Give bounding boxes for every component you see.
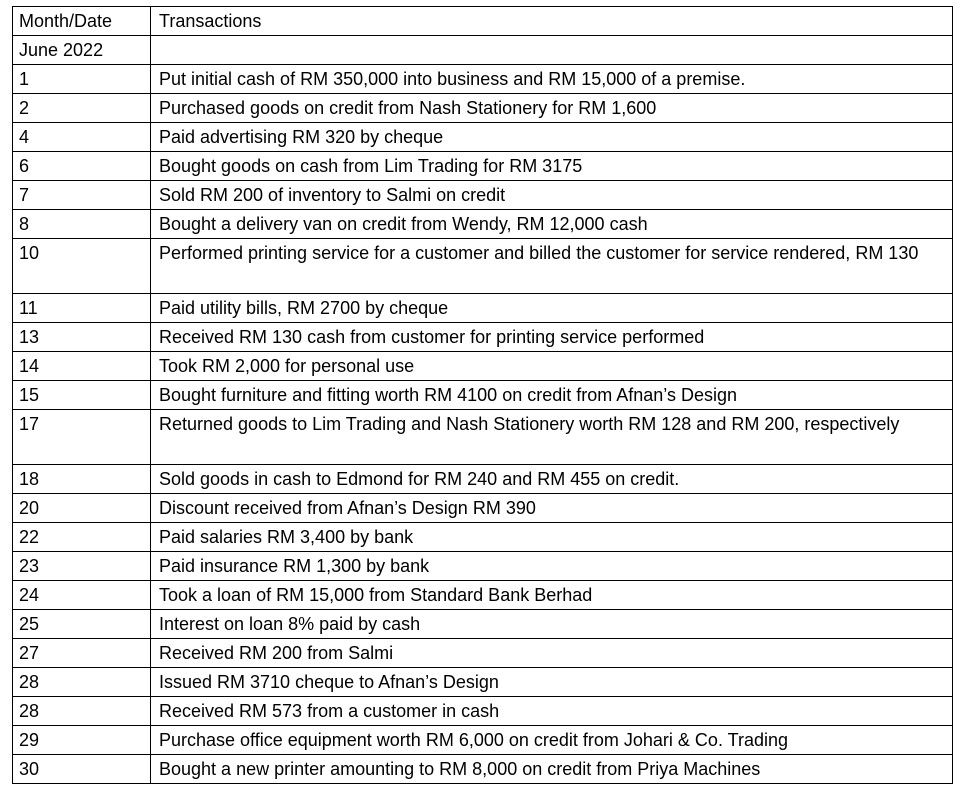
row-date: 30 — [13, 755, 151, 784]
row-transaction: Bought goods on cash from Lim Trading for RM 3175 — [151, 152, 953, 181]
table-row — [13, 523, 953, 552]
header-month-date: Month/Date — [13, 7, 151, 36]
row-transaction: Paid utility bills, RM 2700 by cheque — [151, 294, 953, 323]
row-transaction: Performed printing service for a customer and billed the customer for service rendered, RM 130 — [151, 239, 953, 294]
table-row — [13, 352, 953, 381]
table-row — [13, 552, 953, 581]
table-row — [13, 65, 953, 94]
row-date: 18 — [13, 465, 151, 494]
row-date: 11 — [13, 294, 151, 323]
row-transaction: Sold goods in cash to Edmond for RM 240 and RM 455 on credit. — [151, 465, 953, 494]
header-transactions: Transactions — [151, 7, 953, 36]
row-transaction: Purchase office equipment worth RM 6,000 on credit from Johari & Co. Trading — [151, 726, 953, 755]
row-transaction: Issued RM 3710 cheque to Afnan’s Design — [151, 668, 953, 697]
transactions-document — [12, 6, 953, 784]
table-row — [13, 581, 953, 610]
period-row — [13, 36, 953, 65]
period-empty-cell — [151, 36, 953, 65]
row-date: 13 — [13, 323, 151, 352]
row-transaction: Took RM 2,000 for personal use — [151, 352, 953, 381]
table-row — [13, 123, 953, 152]
row-date: 22 — [13, 523, 151, 552]
row-transaction: Discount received from Afnan’s Design RM 390 — [151, 494, 953, 523]
transactions-table — [12, 6, 953, 784]
row-transaction: Bought furniture and fitting worth RM 4100 on credit from Afnan’s Design — [151, 381, 953, 410]
row-date: 10 — [13, 239, 151, 294]
row-date: 15 — [13, 381, 151, 410]
row-transaction: Returned goods to Lim Trading and Nash Stationery worth RM 128 and RM 200, respectively — [151, 410, 953, 465]
table-row — [13, 323, 953, 352]
row-date: 25 — [13, 610, 151, 639]
row-transaction: Put initial cash of RM 350,000 into business and RM 15,000 of a premise. — [151, 65, 953, 94]
row-transaction: Interest on loan 8% paid by cash — [151, 610, 953, 639]
row-date: 24 — [13, 581, 151, 610]
table-row — [13, 239, 953, 294]
table-row — [13, 410, 953, 465]
table-row — [13, 381, 953, 410]
table-row — [13, 210, 953, 239]
row-transaction: Purchased goods on credit from Nash Stationery for RM 1,600 — [151, 94, 953, 123]
row-date: 4 — [13, 123, 151, 152]
row-date: 17 — [13, 410, 151, 465]
row-date: 14 — [13, 352, 151, 381]
table-row — [13, 294, 953, 323]
table-row — [13, 494, 953, 523]
table-row — [13, 465, 953, 494]
row-transaction: Paid insurance RM 1,300 by bank — [151, 552, 953, 581]
table-row — [13, 697, 953, 726]
row-date: 28 — [13, 697, 151, 726]
row-transaction: Received RM 573 from a customer in cash — [151, 697, 953, 726]
row-date: 8 — [13, 210, 151, 239]
row-transaction: Sold RM 200 of inventory to Salmi on credit — [151, 181, 953, 210]
row-date: 23 — [13, 552, 151, 581]
row-transaction: Took a loan of RM 15,000 from Standard Bank Berhad — [151, 581, 953, 610]
row-date: 1 — [13, 65, 151, 94]
table-row — [13, 668, 953, 697]
table-header-row — [13, 7, 953, 36]
row-date: 29 — [13, 726, 151, 755]
row-transaction: Received RM 200 from Salmi — [151, 639, 953, 668]
table-row — [13, 755, 953, 784]
row-transaction: Bought a delivery van on credit from Wendy, RM 12,000 cash — [151, 210, 953, 239]
row-date: 2 — [13, 94, 151, 123]
table-row — [13, 94, 953, 123]
table-row — [13, 610, 953, 639]
table-row — [13, 181, 953, 210]
period-label: June 2022 — [13, 36, 151, 65]
row-date: 6 — [13, 152, 151, 181]
table-row — [13, 726, 953, 755]
row-date: 28 — [13, 668, 151, 697]
row-transaction: Bought a new printer amounting to RM 8,000 on credit from Priya Machines — [151, 755, 953, 784]
row-date: 20 — [13, 494, 151, 523]
row-transaction: Received RM 130 cash from customer for printing service performed — [151, 323, 953, 352]
row-transaction: Paid advertising RM 320 by cheque — [151, 123, 953, 152]
row-date: 27 — [13, 639, 151, 668]
table-row — [13, 639, 953, 668]
row-transaction: Paid salaries RM 3,400 by bank — [151, 523, 953, 552]
row-date: 7 — [13, 181, 151, 210]
table-row — [13, 152, 953, 181]
